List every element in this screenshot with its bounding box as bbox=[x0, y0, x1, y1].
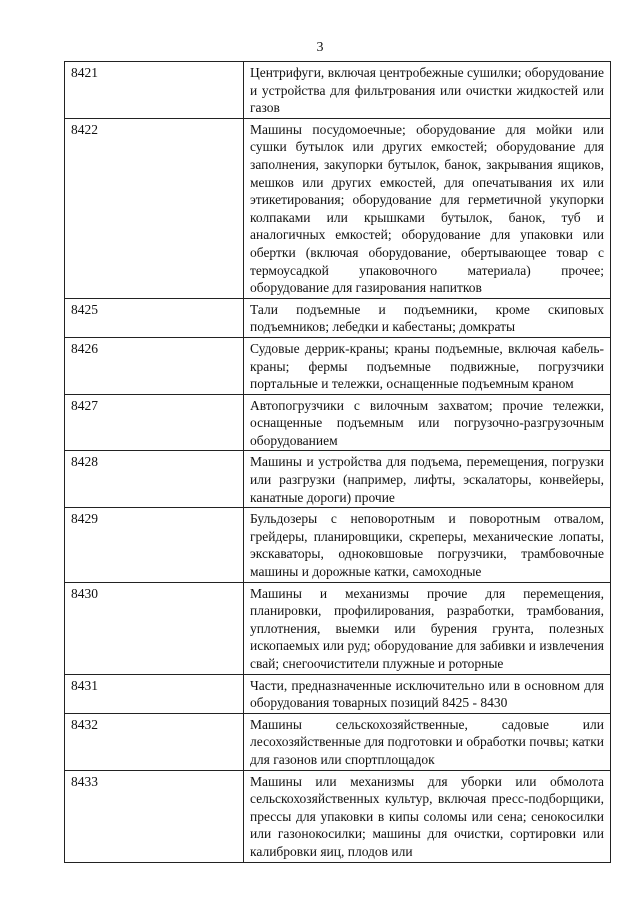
table-row bbox=[65, 674, 611, 713]
code-cell: 8421 bbox=[65, 62, 244, 119]
description-cell: Машины посудомоечные; оборудование для мойки или сушки бутылок или других емкостей; оборудование для заполнения, закупорки бутылок, банок, закрывания ящиков, мешков или других емкостей, для опечатывания их или этикетирования; оборудование для герметичной укупорки колпаками или крышками бутылок, банок, туб и аналогичных емкостей; оборудование для упаковки или обертки (включая оборудование, обертывающее товар с термоусадкой упаковочного материала) прочее; оборудование для газирования напитков bbox=[244, 118, 611, 298]
code-cell: 8433 bbox=[65, 770, 244, 862]
code-cell: 8426 bbox=[65, 337, 244, 394]
description-cell: Машины и механизмы прочие для перемещения, планировки, профилирования, разработки, трамбования, уплотнения, выемки или бурения грунта, полезных ископаемых или руд; оборудование для забивки и извлечения свай; снегоочистители плужные и роторные bbox=[244, 582, 611, 674]
code-cell: 8425 bbox=[65, 298, 244, 337]
table-row bbox=[65, 451, 611, 508]
table-row bbox=[65, 394, 611, 451]
table-row bbox=[65, 508, 611, 582]
table-row bbox=[65, 770, 611, 862]
code-cell: 8429 bbox=[65, 508, 244, 582]
description-cell: Машины сельскохозяйственные, садовые или лесохозяйственные для подготовки и обработки почвы; катки для газонов или спортплощадок bbox=[244, 713, 611, 770]
code-cell: 8431 bbox=[65, 674, 244, 713]
description-cell: Машины или механизмы для уборки или обмолота сельскохозяйственных культур, включая пресс-подборщики, прессы для упаковки в кипы соломы или сена; сенокосилки или газонокосилки; машины для очистки, сортировки или калибровки яиц, плодов или bbox=[244, 770, 611, 862]
code-cell: 8422 bbox=[65, 118, 244, 298]
description-cell: Автопогрузчики с вилочным захватом; прочие тележки, оснащенные подъемным или погрузочно-разгрузочным оборудованием bbox=[244, 394, 611, 451]
table-row bbox=[65, 582, 611, 674]
description-cell: Бульдозеры с неповоротным и поворотным отвалом, грейдеры, планировщики, скреперы, механические лопаты, экскаваторы, одноковшовые погрузчики, трамбовочные машины и дорожные катки, самоходные bbox=[244, 508, 611, 582]
table-row bbox=[65, 62, 611, 119]
code-cell: 8427 bbox=[65, 394, 244, 451]
table-row bbox=[65, 298, 611, 337]
description-cell: Машины и устройства для подъема, перемещения, погрузки или разгрузки (например, лифты, эскалаторы, конвейеры, канатные дороги) прочие bbox=[244, 451, 611, 508]
code-cell: 8430 bbox=[65, 582, 244, 674]
code-cell: 8428 bbox=[65, 451, 244, 508]
tariff-codes-table bbox=[64, 61, 611, 863]
table-body bbox=[65, 62, 611, 863]
table-row bbox=[65, 337, 611, 394]
description-cell: Тали подъемные и подъемники, кроме скиповых подъемников; лебедки и кабестаны; домкраты bbox=[244, 298, 611, 337]
table-row bbox=[65, 713, 611, 770]
table-row bbox=[65, 118, 611, 298]
description-cell: Судовые деррик-краны; краны подъемные, включая кабель- краны; фермы подъемные подвижные, погрузчики портальные и тележки, оснащенные подъемным краном bbox=[244, 337, 611, 394]
page-number: 3 bbox=[316, 40, 324, 55]
description-cell: Центрифуги, включая центробежные сушилки; оборудование и устройства для фильтрования или очистки жидкостей или газов bbox=[244, 62, 611, 119]
code-cell: 8432 bbox=[65, 713, 244, 770]
description-cell: Части, предназначенные исключительно или в основном для оборудования товарных позиций 8425 - 8430 bbox=[244, 674, 611, 713]
